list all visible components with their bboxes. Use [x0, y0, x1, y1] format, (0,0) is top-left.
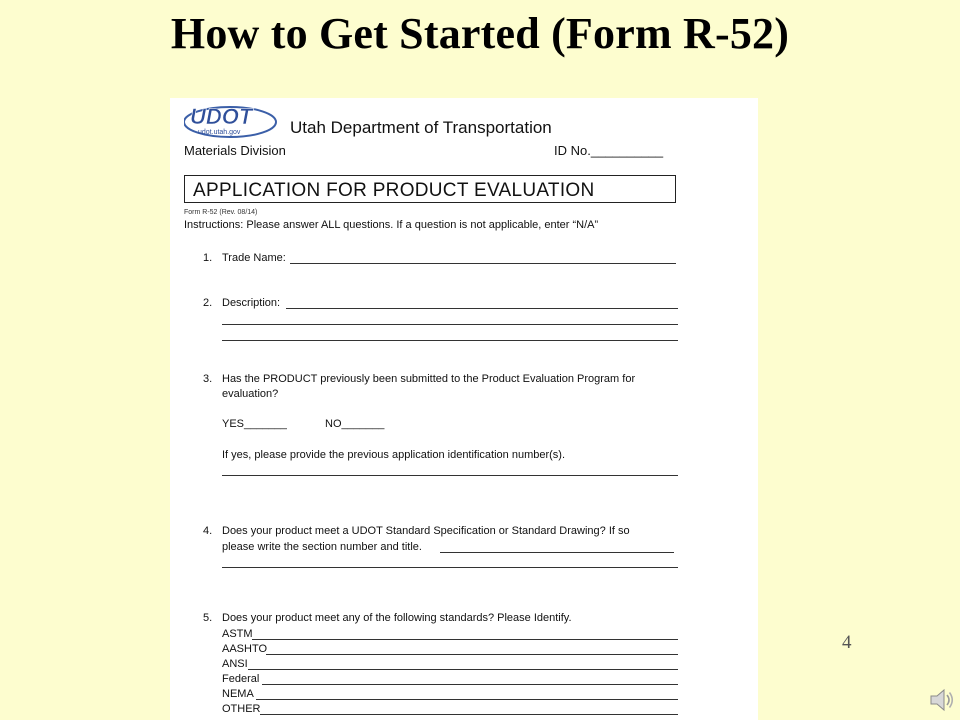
standard-answer-line	[262, 684, 678, 685]
svg-text:udot.utah.gov: udot.utah.gov	[198, 129, 241, 136]
q2-answer-line	[222, 340, 678, 341]
q1-label: Trade Name:	[222, 252, 286, 264]
standard-answer-line	[256, 699, 678, 700]
q3-answer-line	[222, 475, 678, 476]
standard-answer-line	[266, 654, 678, 655]
q5-number: 5.	[203, 612, 213, 624]
q2-answer-line	[222, 324, 678, 325]
form-number: Form R-52 (Rev. 08/14)	[184, 209, 258, 216]
form-r52-image	[170, 98, 758, 720]
division-label: Materials Division	[184, 143, 286, 158]
q2-label: Description:	[222, 297, 281, 309]
standard-label: AASHTO	[222, 643, 268, 655]
standard-label: Federal	[222, 673, 260, 685]
q3-question-line: Has the PRODUCT previously been submitted to the Product Evaluation Program for	[222, 373, 636, 385]
q4-answer-line	[440, 552, 674, 553]
slide-title: How to Get Started (Form R-52)	[170, 9, 790, 58]
standard-label: OTHER	[222, 703, 261, 715]
q4-number: 4.	[203, 525, 213, 537]
standard-label: ANSI	[222, 658, 248, 670]
q2-answer-line	[286, 308, 678, 309]
form-title-box	[184, 175, 676, 203]
q4-answer-line	[222, 567, 678, 568]
slide-page-number: 4	[842, 632, 852, 653]
q3-no-field: NO_______	[325, 418, 385, 430]
id-number-field: ID No.__________	[554, 143, 664, 158]
q2-number: 2.	[203, 297, 213, 309]
q3-yes-field: YES_______	[222, 418, 287, 430]
standard-label: NEMA	[222, 688, 254, 700]
standard-answer-line	[252, 639, 678, 640]
standard-answer-line	[260, 714, 678, 715]
q1-number: 1.	[203, 252, 213, 264]
q3-question-line: evaluation?	[222, 388, 279, 400]
q4-question-line: please write the section number and title.	[222, 541, 422, 553]
q3-number: 3.	[203, 373, 213, 385]
form-title: APPLICATION FOR PRODUCT EVALUATION	[193, 180, 595, 201]
q5-question-line: Does your product meet any of the following standards? Please Identify.	[222, 612, 572, 624]
q4-question-line: Does your product meet a UDOT Standard Specification or Standard Drawing? If so	[222, 525, 630, 537]
q3-followup: If yes, please provide the previous application identification number(s).	[222, 449, 566, 461]
agency-name: Utah Department of Transportation	[290, 118, 552, 137]
speaker-icon[interactable]	[928, 686, 956, 714]
svg-text:UDOT: UDOT	[190, 104, 253, 129]
standard-answer-line	[248, 669, 678, 670]
q1-answer-line	[290, 263, 676, 264]
instructions: Instructions: Please answer ALL questions. If a question is not applicable, enter “N/A”	[184, 219, 599, 231]
udot-logo-icon	[184, 102, 280, 138]
standard-label: ASTM	[222, 628, 253, 640]
